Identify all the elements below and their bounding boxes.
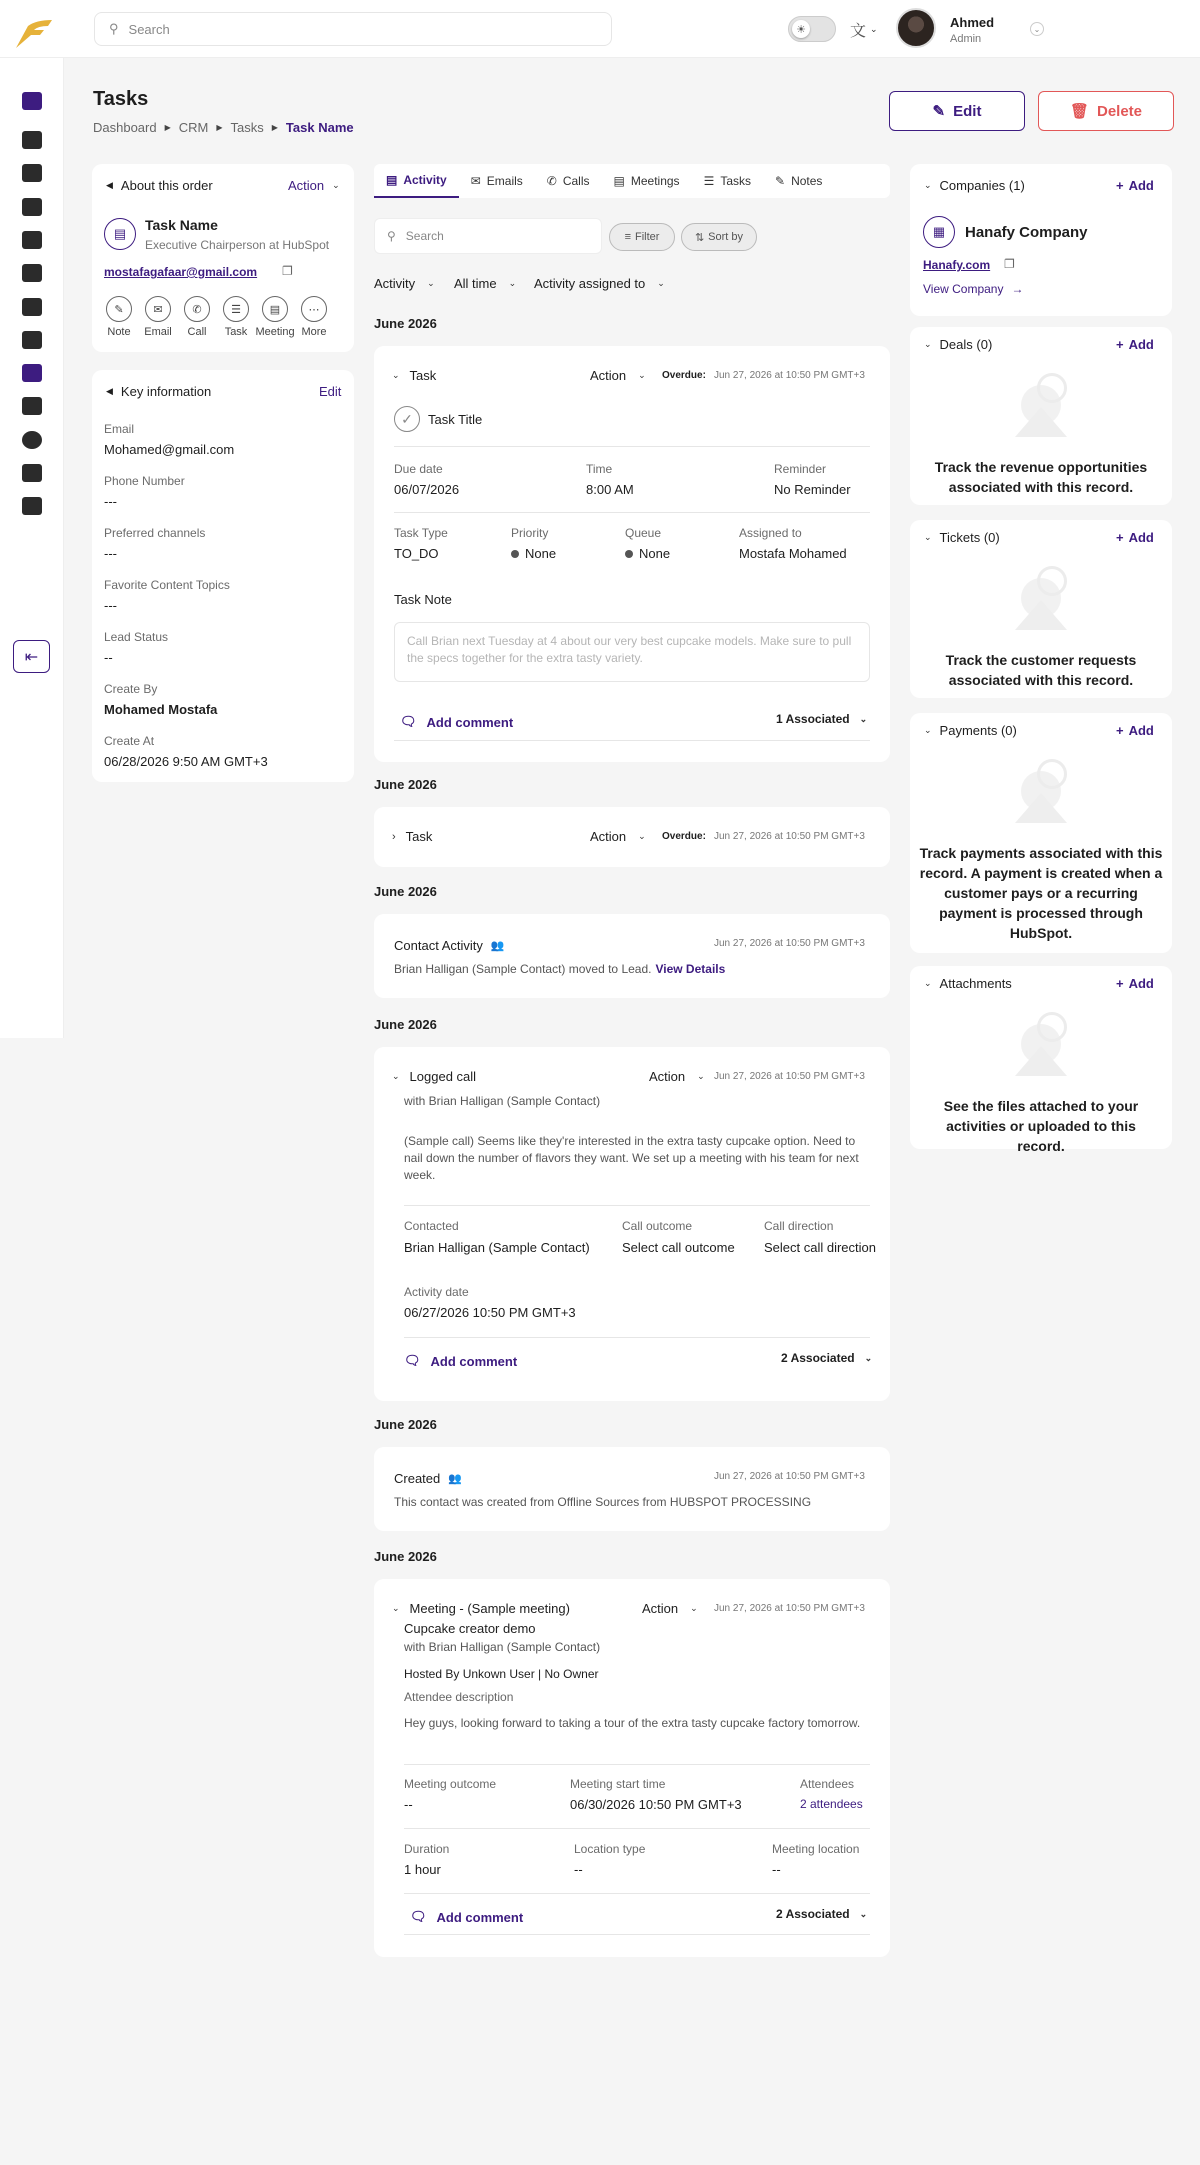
logout-button[interactable]: [13, 640, 50, 673]
contacts-icon[interactable]: [22, 131, 42, 149]
task-type-value[interactable]: TO_DO: [394, 546, 439, 561]
timestamp: Jun 27, 2026 at 10:50 PM GMT+3: [714, 831, 865, 842]
page-title: Tasks: [93, 88, 149, 110]
add-payment-button[interactable]: + Add: [1116, 723, 1154, 738]
add-comment-button[interactable]: 🗨 Add comment: [404, 1353, 518, 1369]
meeting-name: Cupcake creator demo: [404, 1621, 536, 1636]
filter-icon: ≡: [624, 231, 631, 243]
chevron-down-icon: ⌄: [427, 278, 435, 288]
meeting-host: Hosted By Unkown User | No Owner: [404, 1667, 599, 1681]
field-value: ---: [104, 494, 117, 509]
meeting-icon: ▤: [613, 174, 625, 188]
comment-icon: 🗨: [400, 714, 417, 729]
field-label: Activity date: [404, 1285, 469, 1299]
avatar[interactable]: [896, 8, 936, 48]
collapse-icon[interactable]: ◀: [106, 180, 113, 190]
company-icon: ▦: [923, 216, 955, 248]
field-label: Contacted: [404, 1219, 459, 1233]
plus-icon: +: [1116, 178, 1124, 193]
field-label: Due date: [394, 462, 443, 476]
field-label: Preferred channels: [104, 526, 206, 540]
field-label: Queue: [625, 526, 662, 540]
empty-state-illustration: [1003, 560, 1079, 636]
empty-state-illustration: [1003, 753, 1079, 829]
activity-type: Task: [409, 368, 437, 383]
field-label: Task Type: [394, 526, 448, 540]
add-comment-button[interactable]: 🗨 Add comment: [400, 714, 514, 730]
tickets-card: [910, 520, 1172, 698]
top-bar: [0, 0, 1200, 58]
breadcrumb-current: Task Name: [285, 120, 354, 135]
activity-type: Created: [394, 1471, 441, 1486]
sort-icon: ⇅: [694, 231, 705, 244]
field-label: Meeting start time: [570, 1777, 666, 1791]
chevron-down-icon[interactable]: ⌄: [924, 180, 932, 190]
task-action[interactable]: ☰ Task: [217, 296, 255, 338]
key-info-heading: Key information: [120, 384, 212, 399]
sort-button[interactable]: ⇅ Sort by: [681, 223, 757, 251]
tab-calls[interactable]: ✆ Calls: [546, 174, 590, 188]
call-direction-select[interactable]: Select call direction: [764, 1240, 876, 1255]
time-range-dropdown[interactable]: All time ⌄: [454, 276, 517, 291]
tab-emails[interactable]: ✉ Emails: [470, 174, 523, 188]
companies-card: [910, 164, 1172, 316]
chevron-down-icon[interactable]: ⌄: [392, 370, 400, 380]
chevron-down-icon[interactable]: ⌄: [924, 978, 932, 988]
phone-icon: ✆: [546, 174, 557, 188]
field-label: Reminder: [774, 462, 827, 476]
activity-tabs: [374, 164, 890, 198]
field-value: Mohamed Mostafa: [104, 702, 218, 717]
chevron-down-icon: ⌄: [508, 278, 517, 288]
chevron-right-icon[interactable]: ›: [392, 830, 396, 843]
task-note-textarea[interactable]: Call Brian next Tuesday at 4 about our very best cupcake models. Make sure to pull the specs together for the extra tasty variety.: [394, 622, 870, 682]
month-header: June 2026: [374, 316, 437, 331]
logged-call-card: [374, 1047, 890, 1401]
breadcrumb-crm[interactable]: CRM: [178, 120, 209, 135]
chevron-down-icon: ⌄: [859, 713, 868, 724]
field-label: Phone Number: [104, 474, 185, 488]
chevron-down-icon: ⌄: [332, 180, 340, 190]
activity-type: Contact Activity: [394, 938, 483, 953]
meeting-icon: ▤: [262, 296, 288, 322]
chevron-right-icon: ▶: [271, 123, 278, 132]
user-menu-chevron-icon[interactable]: ⌄: [1030, 22, 1044, 36]
assigned-to-dropdown[interactable]: Activity assigned to ⌄: [534, 276, 665, 291]
associated-dropdown[interactable]: 2 Associated ⌄: [776, 1907, 868, 1921]
chevron-right-icon: ▶: [216, 123, 223, 132]
collapse-icon[interactable]: ◀: [106, 386, 113, 396]
more-icon: ⋯: [301, 296, 327, 322]
comment-icon: 🗨: [404, 1353, 421, 1368]
activity-search-input[interactable]: ⚲ Search: [374, 218, 602, 254]
tasks-icon[interactable]: [22, 364, 42, 382]
wallet-icon[interactable]: [22, 264, 42, 282]
about-email-link[interactable]: mostafagafaar@gmail.com: [104, 265, 258, 279]
add-ticket-button[interactable]: + Add: [1116, 530, 1154, 545]
activity-type: Logged call: [409, 1069, 477, 1084]
empty-state-illustration: [1003, 367, 1079, 443]
reminder-value[interactable]: No Reminder: [774, 482, 851, 497]
timestamp: Jun 27, 2026 at 10:50 PM GMT+3: [714, 370, 865, 381]
attachments-empty-text: See the files attached to your activities or uploaded to this record.: [943, 1098, 1139, 1154]
chevron-down-icon: ⌄: [638, 831, 646, 841]
payments-title: Payments (0): [939, 723, 1017, 738]
add-comment-button[interactable]: 🗨 Add comment: [410, 1909, 524, 1925]
target-icon[interactable]: [22, 431, 42, 449]
associated-dropdown[interactable]: 2 Associated ⌄: [781, 1351, 873, 1365]
month-header: June 2026: [374, 1549, 437, 1564]
call-action[interactable]: ✆ Call: [178, 296, 216, 338]
timestamp: Jun 27, 2026 at 10:50 PM GMT+3: [714, 1071, 865, 1082]
plus-icon: +: [1116, 723, 1124, 738]
edit-icon: ✎: [932, 103, 946, 120]
meeting-with-text: with Brian Halligan (Sample Contact): [404, 1640, 601, 1654]
payments-empty-text: Track payments associated with this record. A payment is created when a customer pays or a recurring payment is processed through HubSpot.: [919, 845, 1163, 941]
field-label: Meeting location: [772, 1842, 860, 1856]
note-icon: ✎: [106, 296, 132, 322]
list-icon: ☰: [223, 296, 249, 322]
location-type-value[interactable]: --: [574, 1862, 583, 1877]
chevron-down-icon: ⌄: [657, 278, 665, 288]
field-label: Call direction: [764, 1219, 834, 1233]
tickets-empty-text: Track the customer requests associated with this record.: [945, 652, 1137, 688]
attendees-link[interactable]: 2 attendees: [800, 1797, 863, 1811]
comment-icon: 🗨: [410, 1909, 427, 1924]
payments-card: [910, 713, 1172, 953]
chevron-down-icon[interactable]: ⌄: [924, 339, 932, 349]
month-header: June 2026: [374, 777, 437, 792]
task-name: Task Name: [145, 217, 218, 233]
about-card: [92, 164, 354, 352]
timestamp: Jun 27, 2026 at 10:50 PM GMT+3: [714, 938, 865, 949]
companies-icon[interactable]: [22, 164, 42, 182]
translate-icon: 文: [850, 23, 867, 40]
attendee-description: Hey guys, looking forward to taking a tour of the extra tasty cupcake factory tomorrow.: [404, 1716, 861, 1730]
call-body: (Sample call) Seems like they're interested in the extra tasty cupcake option. Need to nail down the number of flavors they want. We set up a meeting with his team for next week.: [404, 1134, 859, 1182]
created-activity-card: [374, 1447, 890, 1531]
edit-button[interactable]: ✎ Edit: [889, 91, 1025, 131]
attendee-description-label: Attendee description: [404, 1690, 514, 1704]
field-value: ---: [104, 546, 117, 561]
email-action[interactable]: ✉ Email: [139, 296, 177, 338]
key-info-edit-link[interactable]: Edit: [319, 384, 342, 399]
company-domain-link[interactable]: Hanafy.com: [923, 258, 991, 272]
field-label: Meeting outcome: [404, 1777, 497, 1791]
task-action-dropdown[interactable]: Action ⌄: [590, 368, 646, 383]
view-company-link[interactable]: View Company →: [923, 282, 1024, 296]
rocket-icon[interactable]: [22, 464, 42, 482]
queue-value[interactable]: None: [625, 546, 670, 561]
chevron-down-icon: ⌄: [697, 1071, 705, 1081]
layers-icon[interactable]: [22, 298, 42, 316]
status-dot-icon: [511, 550, 519, 558]
field-value: Mohamed@gmail.com: [104, 442, 235, 457]
user-role: Admin: [950, 33, 982, 45]
field-label: Lead Status: [104, 630, 169, 644]
users-icon[interactable]: [22, 198, 42, 216]
field-label: Create At: [104, 734, 155, 748]
field-value: ---: [104, 598, 117, 613]
chevron-right-icon: ▶: [164, 123, 171, 132]
chevron-down-icon[interactable]: ⌄: [392, 1071, 400, 1081]
meeting-outcome-value[interactable]: --: [404, 1797, 413, 1812]
note-action[interactable]: ✎ Note: [100, 296, 138, 338]
task-subtitle: Executive Chairperson at HubSpot: [145, 238, 330, 252]
task-avatar-icon: ▤: [104, 218, 136, 250]
field-label: Favorite Content Topics: [104, 578, 230, 592]
activity-text: Brian Halligan (Sample Contact) moved to Lead.: [394, 962, 652, 976]
crm-icon[interactable]: [22, 92, 42, 110]
priority-value[interactable]: None: [511, 546, 556, 561]
task-activity-card: [374, 346, 890, 762]
plus-icon: +: [1116, 976, 1124, 991]
field-label: Call outcome: [622, 1219, 693, 1233]
delete-button[interactable]: 🗑 Delete: [1038, 91, 1174, 131]
call-outcome-select[interactable]: Select call outcome: [622, 1240, 735, 1255]
sidebar: [0, 58, 64, 1038]
field-label: Assigned to: [739, 526, 802, 540]
global-search-input[interactable]: ⚲ Search: [94, 12, 612, 46]
tickets-title: Tickets (0): [939, 530, 1000, 545]
add-attachment-button[interactable]: + Add: [1116, 976, 1154, 991]
deals-icon[interactable]: [22, 231, 42, 249]
chevron-down-icon: ⌄: [859, 1908, 868, 1919]
meeting-location-value[interactable]: --: [772, 1862, 781, 1877]
bag-icon[interactable]: [22, 497, 42, 515]
logout-icon: ⇤: [24, 648, 39, 666]
tab-notes[interactable]: ✎ Notes: [775, 174, 823, 188]
companies-title: Companies (1): [939, 178, 1025, 193]
field-value: --: [104, 650, 113, 665]
view-details-link[interactable]: View Details: [655, 962, 726, 976]
list-icon: ☰: [703, 174, 715, 188]
task-title: Task Title: [428, 412, 483, 427]
overdue-label: Overdue:: [662, 831, 706, 842]
add-deal-button[interactable]: + Add: [1116, 337, 1154, 352]
contacted-value[interactable]: Brian Halligan (Sample Contact): [404, 1240, 590, 1255]
tab-meetings[interactable]: ▤ Meetings: [613, 174, 680, 188]
field-label: Email: [104, 422, 135, 436]
activity-date-value[interactable]: 06/27/2026 10:50 PM GMT+3: [404, 1305, 576, 1320]
chevron-down-icon: ⌄: [690, 1603, 698, 1613]
breadcrumb-dashboard[interactable]: Dashboard: [93, 120, 157, 135]
contacts-icon: 👥: [448, 1473, 462, 1485]
field-label: Duration: [404, 1842, 450, 1856]
activity-text: This contact was created from Offline Sources from HUBSPOT PROCESSING: [394, 1495, 812, 1509]
copy-icon[interactable]: ❐: [1004, 257, 1015, 271]
chevron-down-icon: ⌄: [870, 24, 878, 34]
mail-icon: ✉: [470, 174, 481, 188]
field-label: Create By: [104, 682, 158, 696]
contact-activity-card: [374, 914, 890, 998]
about-action-dropdown[interactable]: Action ⌄: [288, 178, 340, 193]
field-label: Time: [586, 462, 613, 476]
language-switcher[interactable]: [850, 18, 878, 41]
tab-activity[interactable]: ▤ Activity: [374, 164, 459, 198]
company-name[interactable]: Hanafy Company: [965, 224, 1088, 241]
filter-button[interactable]: ≡ Filter: [609, 223, 675, 251]
more-action[interactable]: ⋯ More: [295, 296, 333, 338]
app-logo[interactable]: [14, 18, 54, 50]
activity-icon: ▤: [386, 173, 398, 187]
chevron-down-icon[interactable]: ⌄: [924, 532, 932, 542]
month-header: June 2026: [374, 1417, 437, 1432]
meeting-action[interactable]: ▤ Meeting: [256, 296, 294, 338]
status-dot-icon: [625, 550, 633, 558]
activity-type-dropdown[interactable]: Activity ⌄: [374, 276, 435, 291]
task-note-label: Task Note: [394, 592, 452, 607]
tab-tasks[interactable]: ☰ Tasks: [703, 174, 752, 188]
chevron-down-icon: ⌄: [638, 370, 646, 380]
attachments-card: [910, 966, 1172, 1154]
chevron-down-icon[interactable]: ⌄: [392, 1603, 400, 1613]
month-header: June 2026: [374, 884, 437, 899]
key-information-card: [92, 370, 354, 782]
assigned-to-value[interactable]: Mostafa Mohamed: [739, 546, 847, 561]
meeting-action-dropdown[interactable]: Action ⌄: [642, 1601, 698, 1616]
complete-task-checkbox[interactable]: ✓: [394, 406, 420, 432]
user-name: Ahmed: [950, 15, 995, 30]
deals-title: Deals (0): [939, 337, 993, 352]
breadcrumb-tasks[interactable]: Tasks: [230, 120, 264, 135]
plus-icon: +: [1116, 337, 1124, 352]
month-header: June 2026: [374, 1017, 437, 1032]
overdue-label: Overdue:: [662, 370, 706, 381]
trash-icon: 🗑: [1069, 103, 1089, 120]
arrow-right-icon: →: [1011, 282, 1024, 296]
chevron-down-icon: ⌄: [864, 1352, 873, 1363]
field-label: Location type: [574, 1842, 646, 1856]
mail-icon: ✉: [145, 296, 171, 322]
theme-toggle[interactable]: [788, 16, 836, 42]
meeting-activity-card: [374, 1579, 890, 1957]
attachments-title: Attachments: [939, 976, 1012, 991]
checklist-icon[interactable]: [22, 397, 42, 415]
empty-state-illustration: [1003, 1006, 1079, 1082]
associated-dropdown[interactable]: 1 Associated ⌄: [776, 712, 868, 726]
task-action-dropdown[interactable]: Action ⌄: [590, 829, 646, 844]
deals-card: [910, 327, 1172, 505]
field-label: Attendees: [800, 1777, 855, 1791]
task-activity-card-collapsed: [374, 807, 890, 867]
breadcrumb: [93, 120, 354, 135]
call-action-dropdown[interactable]: Action ⌄: [649, 1069, 705, 1084]
call-with-text: with Brian Halligan (Sample Contact): [404, 1094, 601, 1108]
chevron-down-icon[interactable]: ⌄: [924, 725, 932, 735]
add-company-button[interactable]: + Add: [1116, 178, 1154, 193]
phone-icon: ✆: [184, 296, 210, 322]
document-icon[interactable]: [22, 331, 42, 349]
deals-empty-text: Track the revenue opportunities associated with this record.: [934, 459, 1148, 495]
activity-type: Task: [405, 829, 433, 844]
time-value[interactable]: 8:00 AM: [586, 482, 634, 497]
search-icon: ⚲: [387, 229, 396, 243]
search-icon: ⚲: [109, 21, 119, 36]
field-value: 06/28/2026 9:50 AM GMT+3: [104, 754, 268, 769]
contacts-icon: 👥: [490, 940, 505, 952]
timestamp: Jun 27, 2026 at 10:50 PM GMT+3: [714, 1603, 865, 1614]
duration-value[interactable]: 1 hour: [404, 1862, 441, 1877]
about-heading: About this order: [120, 178, 213, 193]
timestamp: Jun 27, 2026 at 10:50 PM GMT+3: [714, 1471, 865, 1482]
meeting-start-value[interactable]: 06/30/2026 10:50 PM GMT+3: [570, 1797, 742, 1812]
sun-icon: ☀: [792, 20, 810, 38]
activity-type: Meeting - (Sample meeting): [409, 1601, 570, 1616]
copy-icon[interactable]: ❐: [282, 264, 293, 278]
field-label: Priority: [511, 526, 549, 540]
due-date-value[interactable]: 06/07/2026: [394, 482, 460, 497]
note-icon: ✎: [775, 174, 786, 188]
plus-icon: +: [1116, 530, 1124, 545]
